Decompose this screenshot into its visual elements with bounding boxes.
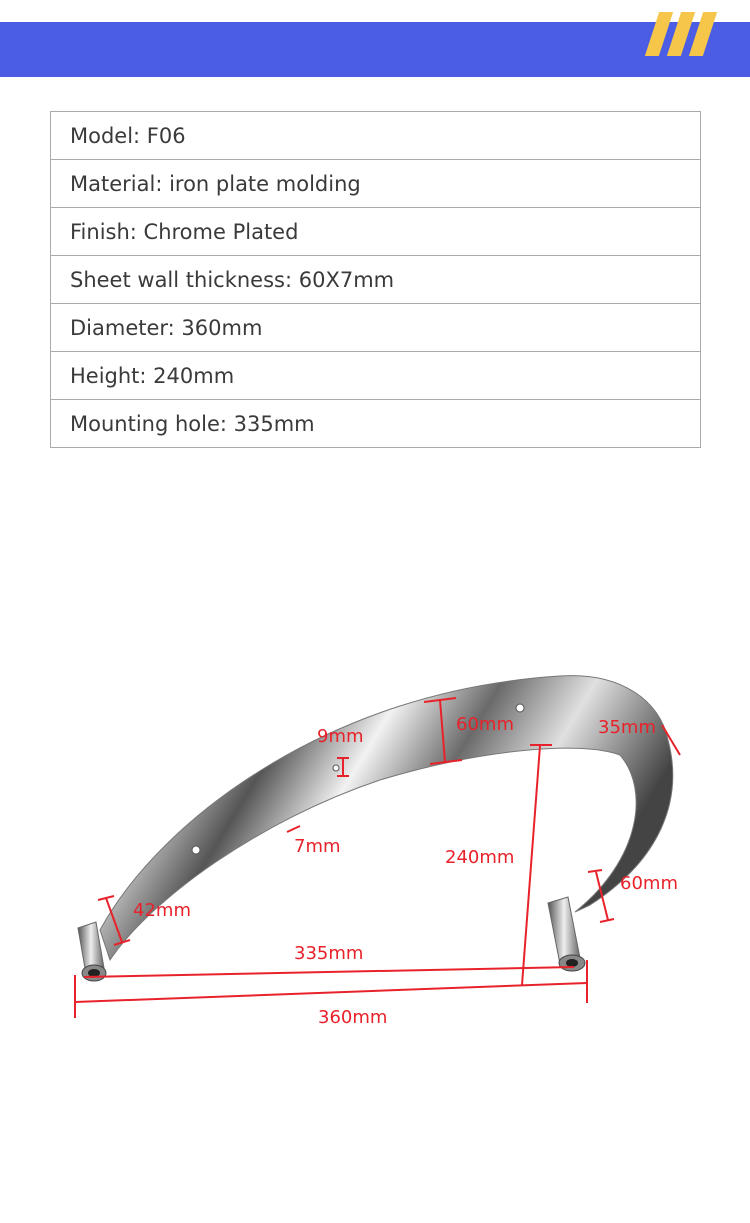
label-thickness: 7mm <box>294 836 341 857</box>
spec-material: Material: iron plate molding <box>51 160 700 208</box>
label-tab-width: 9mm <box>317 726 364 747</box>
spec-table <box>50 111 701 448</box>
mounting-hole-top <box>516 704 524 712</box>
spec-model: Model: F06 <box>51 112 700 160</box>
mounting-hole-left <box>192 846 200 854</box>
label-diameter: 360mm <box>318 1007 388 1028</box>
mounting-hole-mid <box>333 765 339 771</box>
header-banner <box>0 22 750 77</box>
spec-finish: Finish: Chrome Plated <box>51 208 700 256</box>
spec-mounting-hole: Mounting hole: 335mm <box>70 411 315 436</box>
spec-diameter: Diameter: 360mm <box>51 304 700 352</box>
label-mounting-hole: 335mm <box>294 943 364 964</box>
label-end-width: 35mm <box>598 717 656 738</box>
label-right-width: 60mm <box>620 873 678 894</box>
label-left-width: 42mm <box>133 900 191 921</box>
spec-thickness: Sheet wall thickness: 60X7mm <box>51 256 700 304</box>
spec-height: Height: 240mm <box>51 352 700 400</box>
product-diagram <box>0 640 750 1060</box>
label-height: 240mm <box>445 847 515 868</box>
label-top-width: 60mm <box>456 714 514 735</box>
slash-decoration <box>644 12 710 62</box>
